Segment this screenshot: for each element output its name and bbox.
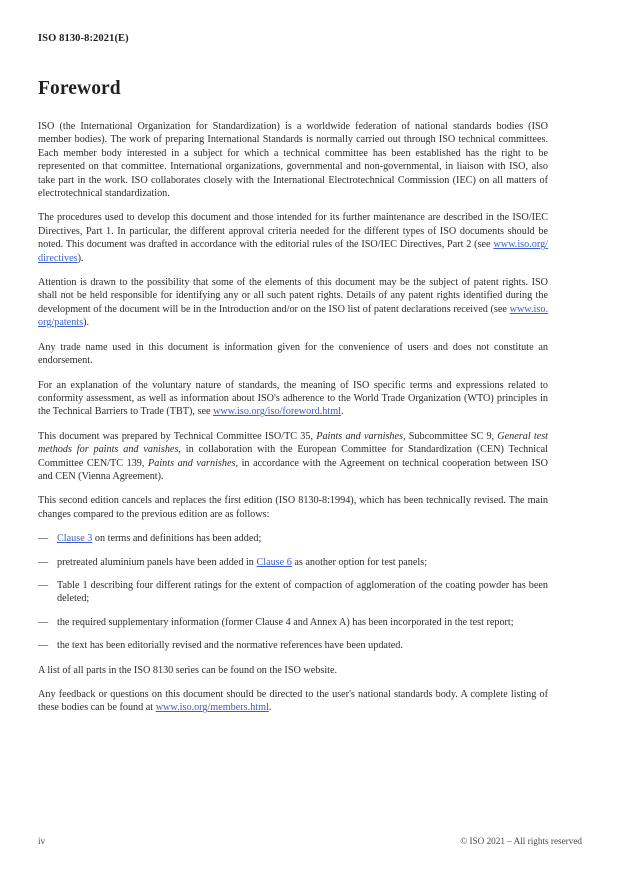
tc-italic-general-test-methods: General test methods for paints and vanishes <box>38 430 549 456</box>
list-item <box>38 639 548 652</box>
paragraph-second-edition: This second edition cancels and replaces the first edition (ISO 8130-8:1994), which has been technically revised. The main changes compared to the previous edition are as follows: <box>38 495 548 520</box>
page-content <box>38 78 548 726</box>
list-item <box>38 532 548 545</box>
paragraph-procedures <box>38 211 548 265</box>
paragraph-patent-rights-text: Attention is drawn to the possibility that some of the elements of this document may be the subject of patent rights. ISO shall not be held responsible for identifying any or all such patent rights. Details of any patent rights identified during the development of the document will be in the Introduction and/or on the ISO list of patent declarations received (see <box>38 277 548 315</box>
paragraph-feedback-tail: . <box>268 702 272 714</box>
list-item-text-before: Table 1 describing four different ratings for the extent of compaction of agglomeration of the coating powder has been deleted; <box>57 579 548 605</box>
list-item-text-before: the text has been editorially revised and the normative references have been updated. <box>57 640 403 652</box>
em-dash-bullet: — <box>38 579 49 591</box>
em-dash-bullet: — <box>38 533 49 545</box>
paragraph-trade-name: Any trade name used in this document is information given for the convenience of users and does not constitute an endorsement. <box>38 341 548 367</box>
link-iso-patents[interactable]: www.iso.org/patents <box>38 303 548 329</box>
list-item <box>38 616 548 629</box>
link-iso-directives[interactable]: www.iso.org/directives <box>38 239 548 264</box>
paragraph-iso-description: ISO (the International Organization for Standardization) is a worldwide federation of national standards bodies (ISO member bodies). The work of preparing International Standards is normally carried out through ISO technical committees. Each member body interested in a subject for which a technical committee has been established has the right to be represented on that committee. International organizations, governmental and non-governmental, in liaison with ISO, also take part in the work. ISO collaborates closely with the International Electrotechnical Commission (IEC) on all matters of electrotechnical standardization. <box>38 121 548 200</box>
em-dash-bullet: — <box>38 640 49 652</box>
list-item <box>38 556 548 569</box>
paragraph-voluntary-nature <box>38 379 548 419</box>
list-item-text-before: the required supplementary information (former Clause 4 and Annex A) has been incorporated in the test report; <box>57 616 514 628</box>
paragraph-technical-committee <box>38 430 548 484</box>
tc-segment-3: , in collaboration with the European Committee for Standardization (CEN) Technical Committee CEN/TC 139, <box>38 444 548 469</box>
page-title: Foreword <box>38 78 121 99</box>
running-head: ISO 8130-8:2021(E) <box>38 33 129 44</box>
page-number: iv <box>38 836 46 846</box>
paragraph-procedures-tail: ). <box>77 252 84 264</box>
tc-segment-2: , Subcommittee SC 9, <box>403 430 498 442</box>
list-item-text-before: pretreated aluminium panels have been added in <box>57 556 257 568</box>
paragraph-procedures-text: The procedures used to develop this document and those intended for its further maintenance are described in the ISO/IEC Directives, Part 1. In particular, the different approval criteria needed for the different types of ISO documents should be noted. This document was drafted in accordance with the editorial rules of the ISO/IEC Directives, Part 2 (see <box>38 212 548 251</box>
changes-list <box>38 532 548 652</box>
paragraph-all-parts: A list of all parts in the ISO 8130 series can be found on the ISO website. <box>38 664 338 676</box>
page-footer <box>38 836 582 850</box>
list-item-text-after: on terms and definitions has been added; <box>92 533 262 545</box>
paragraph-voluntary-nature-tail: . <box>340 406 344 418</box>
link-iso-foreword[interactable]: www.iso.org/iso/foreword.html <box>213 406 341 418</box>
list-item <box>38 579 548 606</box>
paragraph-feedback-text: Any feedback or questions on this document should be directed to the user's national standards body. A complete listing of these bodies can be found at <box>38 689 548 714</box>
link-clause-6[interactable]: Clause 6 <box>256 556 292 568</box>
em-dash-bullet: — <box>38 556 49 568</box>
tc-italic-paints-and-varnishes-2: Paints and varnishes <box>148 457 236 469</box>
paragraph-patent-rights-tail: ). <box>83 317 90 329</box>
list-item-text-after: as another option for test panels; <box>291 556 428 568</box>
em-dash-bullet: — <box>38 616 49 628</box>
tc-segment-1: This document was prepared by Technical Committee ISO/TC 35, <box>38 430 317 442</box>
copyright-notice: © ISO 2021 – All rights reserved <box>460 836 582 846</box>
paragraph-voluntary-nature-text: For an explanation of the voluntary nature of standards, the meaning of ISO specific terms and expressions related to conformity assessment, as well as information about ISO's adherence to the World Trade Organization (WTO) principles in the Technical Barriers to Trade (TBT), see <box>38 379 548 418</box>
link-iso-members[interactable]: www.iso.org/members.html <box>155 702 269 714</box>
tc-italic-paints-and-varnishes-1: Paints and varnishes <box>316 430 403 442</box>
link-clause-3[interactable]: Clause 3 <box>57 533 93 545</box>
paragraph-patent-rights <box>38 276 548 330</box>
tc-segment-4: , in accordance with the Agreement on technical cooperation between ISO and CEN (Vienna Agreement). <box>38 457 548 482</box>
paragraph-feedback <box>38 688 548 715</box>
